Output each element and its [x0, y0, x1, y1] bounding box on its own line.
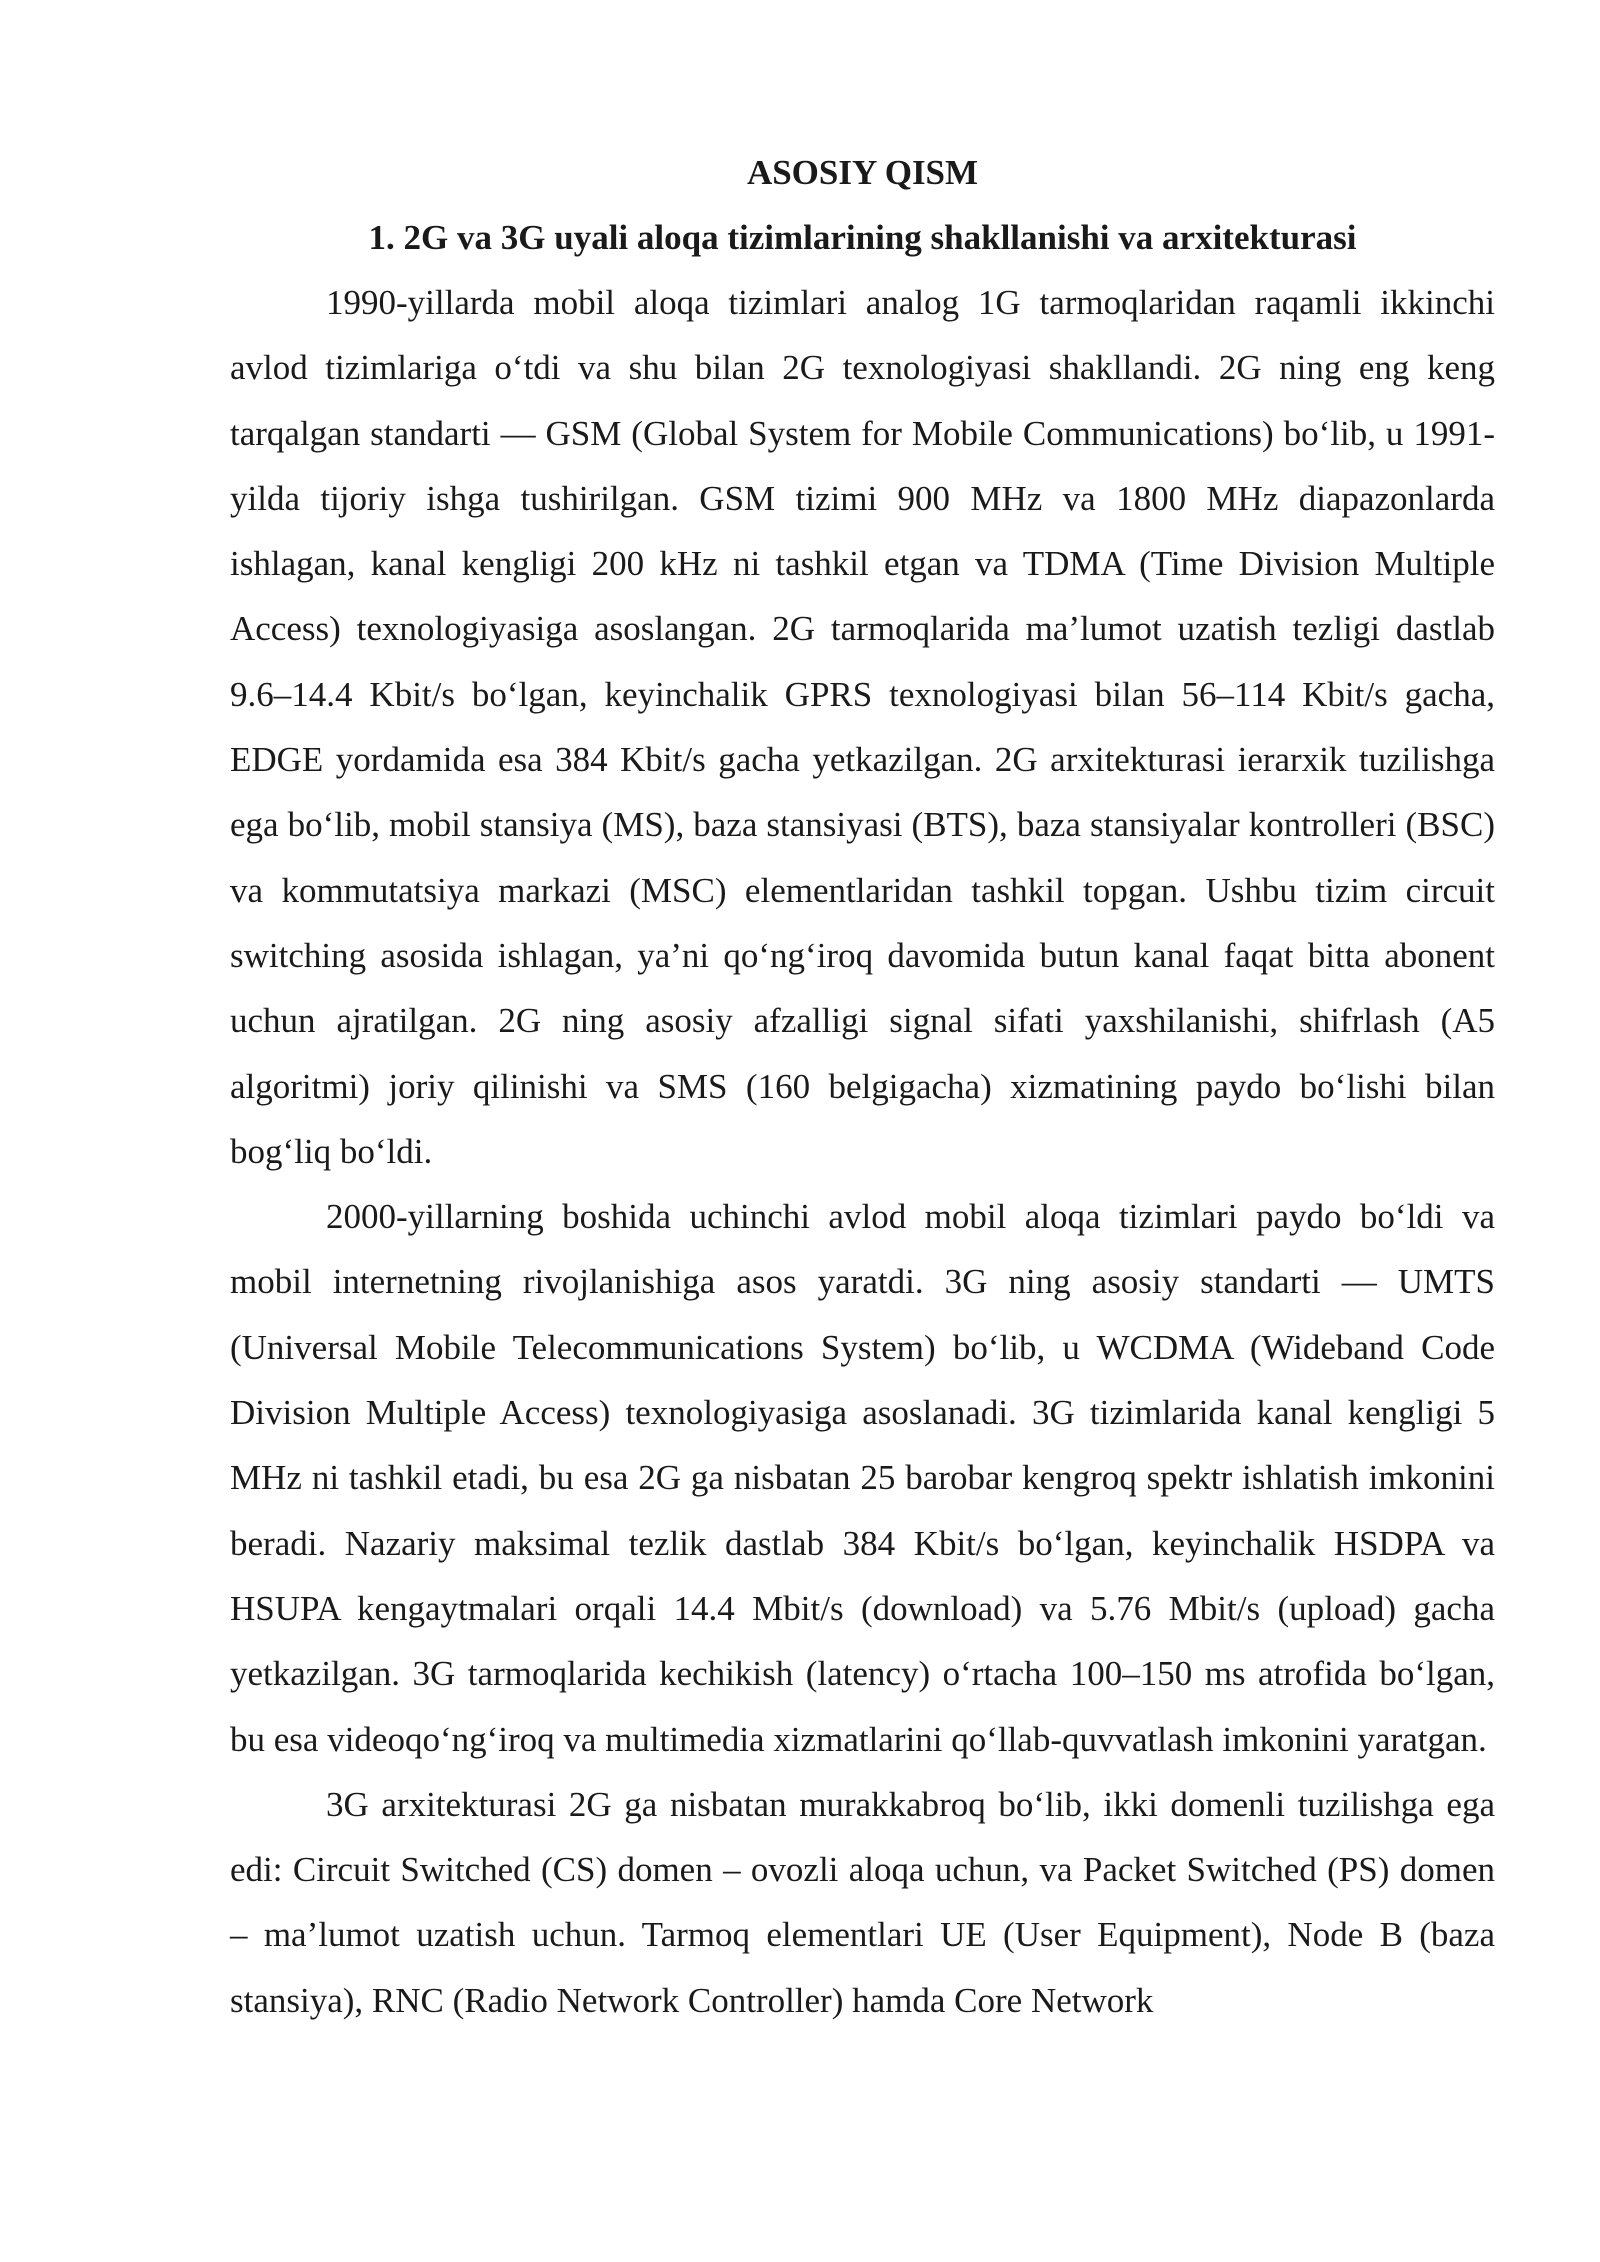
paragraph-2g: 1990-yillarda mobil aloqa tizimlari analog 1G tarmoqlaridan raqamli ikkinchi avlod tizimlariga o‘tdi va shu bilan 2G texnologiyasi shakllandi. 2G ning eng keng tarqalgan standarti — GSM (Global System for Mobile Communications) bo‘lib, u 1991-yilda tijoriy ishga tushirilgan. GSM tizimi 900 MHz va 1800 MHz diapazonlarda ishlagan, kanal kengligi 200 kHz ni tashkil etgan va TDMA (Time Division Multiple Access) texnologiyasiga asoslangan. 2G tarmoqlarida ma’lumot uzatish tezligi dastlab 9.6–14.4 Kbit/s bo‘lgan, keyinchalik GPRS texnologiyasi bilan 56–114 Kbit/s gacha, EDGE yordamida esa 384 Kbit/s gacha yetkazilgan. 2G arxitekturasi ierarxik tuzilishga ega bo‘lib, mobil stansiya (MS), baza stansiyasi (BTS), baza stansiyalar kontrolleri (BSC) va kommutatsiya markazi (MSC) elementlaridan tashkil topgan. Ushbu tizim circuit switching asosida ishlagan, ya’ni qo‘ng‘iroq davomida butun kanal faqat bitta abonent uchun ajratilgan. 2G ning asosiy afzalligi signal sifati yaxshilanishi, shifrlash (A5 algoritmi) joriy qilinishi va SMS (160 belgigacha) xizmatining paydo bo‘lishi bilan bog‘liq bo‘ldi.: [230, 283, 1495, 1171]
chapter-title: 1. 2G va 3G uyali aloqa tizimlarining shakllanishi va arxitekturasi: [368, 218, 1357, 257]
page-content: [230, 140, 1495, 2033]
paragraph-3g-architecture: 3G arxitekturasi 2G ga nisbatan murakkabroq bo‘lib, ikki domenli tuzilishga ega edi: Circuit Switched (CS) domen – ovozli aloqa uchun, va Packet Switched (PS) domen – ma’lumot uzatish uchun. Tarmoq elementlari UE (User Equipment), Node B (baza stansiya), RNC (Radio Network Controller) hamda Core Network: [230, 1784, 1495, 2020]
paragraph-3g: 2000-yillarning boshida uchinchi avlod mobil aloqa tizimlari paydo bo‘ldi va mobil internetning rivojlanishiga asos yaratdi. 3G ning asosiy standarti — UMTS (Universal Mobile Telecommunications System) bo‘lib, u WCDMA (Wideband Code Division Multiple Access) texnologiyasiga asoslanadi. 3G tizimlarida kanal kengligi 5 MHz ni tashkil etadi, bu esa 2G ga nisbatan 25 barobar kengroq spektr ishlatish imkonini beradi. Nazariy maksimal tezlik dastlab 384 Kbit/s bo‘lgan, keyinchalik HSDPA va HSUPA kengaytmalari orqali 14.4 Mbit/s (download) va 5.76 Mbit/s (upload) gacha yetkazilgan. 3G tarmoqlarida kechikish (latency) o‘rtacha 100–150 ms atrofida bo‘lgan, bu esa videoqo‘ng‘iroq va multimedia xizmatlarini qo‘llab-quvvatlash imkonini yaratgan.: [230, 1197, 1495, 1759]
section-title: ASOSIY QISM: [746, 153, 979, 192]
